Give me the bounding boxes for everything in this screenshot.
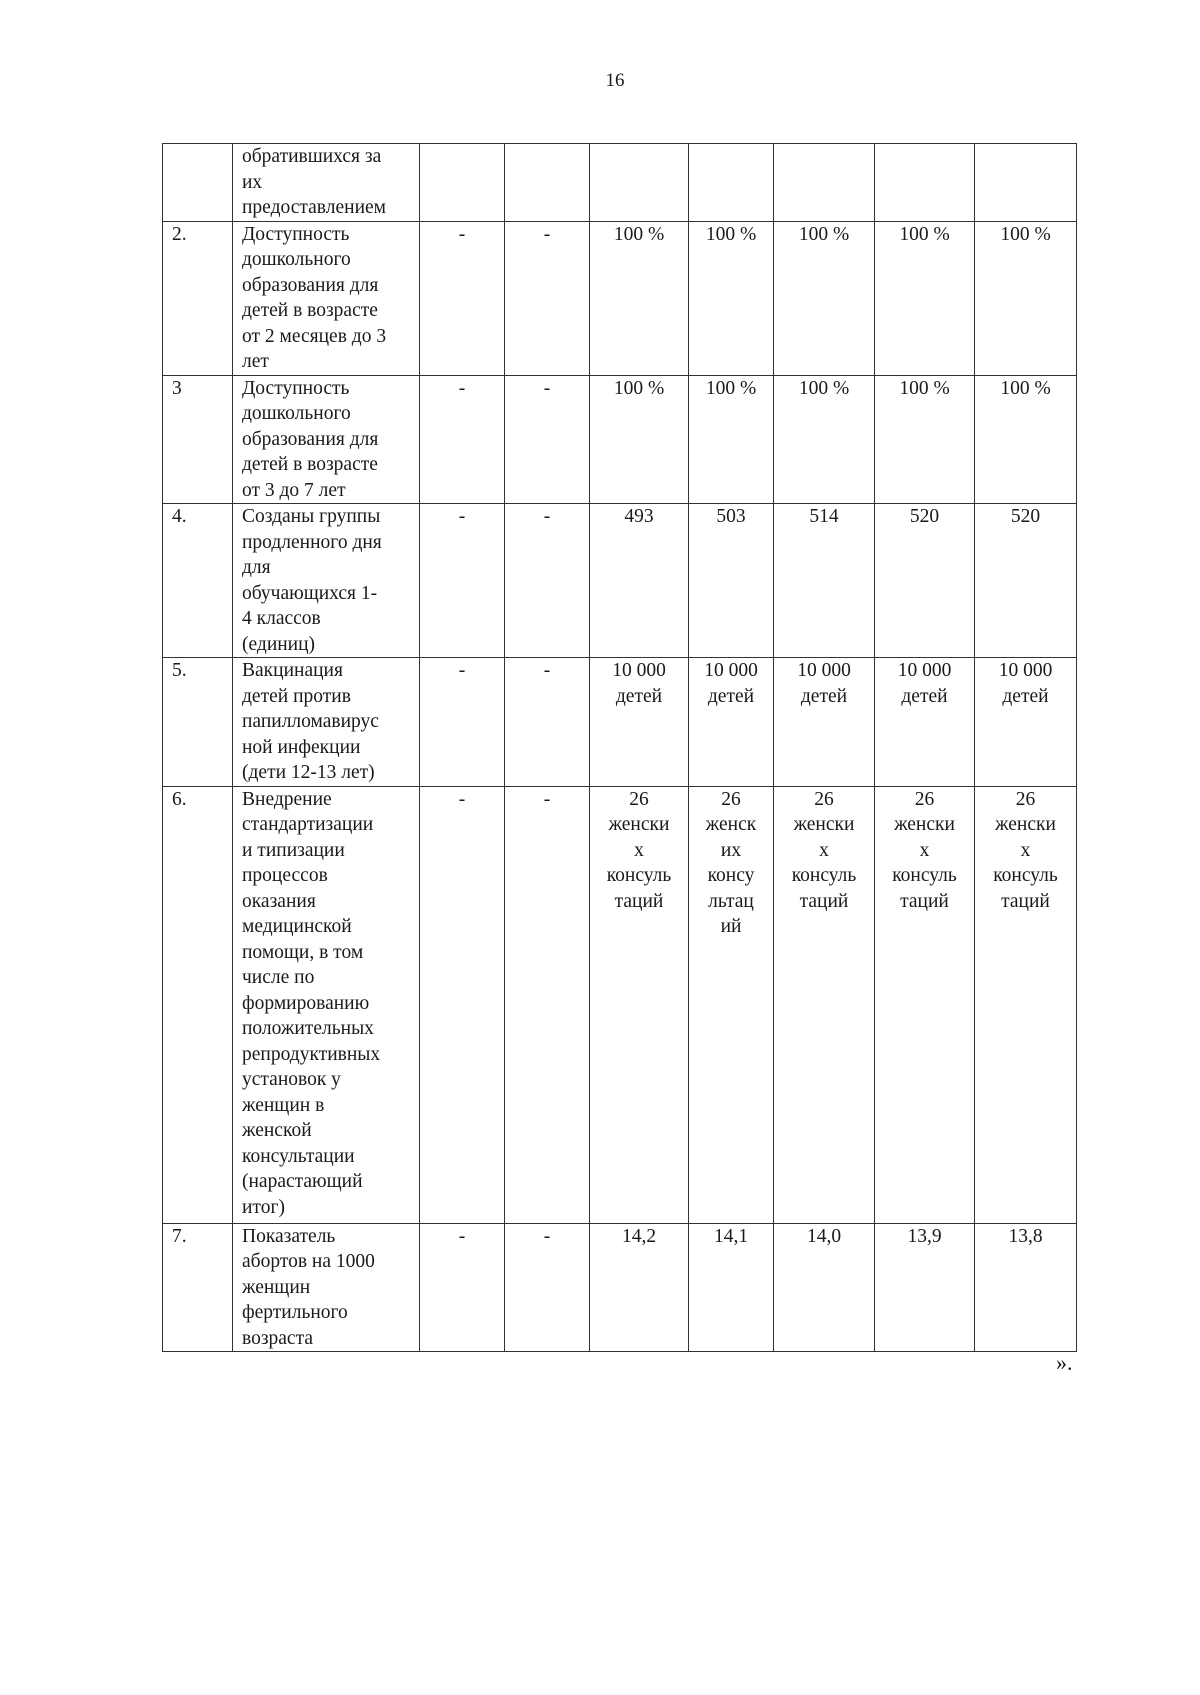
row-number: 5. (163, 658, 233, 787)
cell-value: 493 (590, 504, 689, 658)
closing-quote-mark: ». (1056, 1350, 1073, 1375)
cell-value: 100 % (975, 375, 1077, 504)
row-number: 6. (163, 786, 233, 1223)
indicator-description: Внедрение стандартизации и типизации процессов оказания медицинской помощи, в том числе по формированию положительных репродуктивных установок у женщин в женской консультации (нарастающий итог) (233, 786, 420, 1223)
cell-col2: - (505, 1223, 590, 1352)
cell-col1 (420, 144, 505, 222)
cell-col1: - (420, 786, 505, 1223)
cell-value: 14,1 (689, 1223, 774, 1352)
cell-col2: - (505, 658, 590, 787)
cell-value: 100 % (875, 375, 975, 504)
indicator-description: Доступность дошкольного образования для детей в возрасте от 2 месяцев до 3 лет (233, 221, 420, 375)
cell-value: 100 % (590, 221, 689, 375)
row-number: 2. (163, 221, 233, 375)
cell-col2: - (505, 786, 590, 1223)
page-number: 16 (605, 70, 625, 91)
row-number: 7. (163, 1223, 233, 1352)
cell-col1: - (420, 221, 505, 375)
row-number (163, 144, 233, 222)
cell-value: 26 женск их консу льтац ий (689, 786, 774, 1223)
table-row (163, 786, 1077, 1223)
cell-value: 100 % (590, 375, 689, 504)
indicator-description: обратившихся за их предоставлением (233, 144, 420, 222)
cell-value: 10 000 детей (590, 658, 689, 787)
table-row (163, 221, 1077, 375)
cell-col2: - (505, 221, 590, 375)
cell-value (975, 144, 1077, 222)
cell-value: 520 (975, 504, 1077, 658)
cell-value: 100 % (975, 221, 1077, 375)
indicator-description: Созданы группы продленного дня для обучающихся 1- 4 классов (единиц) (233, 504, 420, 658)
cell-value: 503 (689, 504, 774, 658)
table-row (163, 144, 1077, 222)
cell-col2 (505, 144, 590, 222)
cell-value: 10 000 детей (875, 658, 975, 787)
table-row (163, 658, 1077, 787)
cell-col2: - (505, 504, 590, 658)
cell-value (875, 144, 975, 222)
cell-value: 100 % (875, 221, 975, 375)
row-number: 4. (163, 504, 233, 658)
cell-value: 100 % (689, 221, 774, 375)
cell-value: 100 % (689, 375, 774, 504)
cell-col1: - (420, 504, 505, 658)
cell-value: 100 % (774, 221, 875, 375)
cell-value: 10 000 детей (975, 658, 1077, 787)
cell-value: 26 женски х консуль таций (774, 786, 875, 1223)
cell-value: 100 % (774, 375, 875, 504)
cell-value: 14,0 (774, 1223, 875, 1352)
table-row (163, 504, 1077, 658)
cell-value: 10 000 детей (774, 658, 875, 787)
cell-value (774, 144, 875, 222)
cell-value: 14,2 (590, 1223, 689, 1352)
cell-col1: - (420, 658, 505, 787)
cell-value: 520 (875, 504, 975, 658)
indicator-description: Вакцинация детей против папилломавирус ной инфекции (дети 12-13 лет) (233, 658, 420, 787)
cell-value (590, 144, 689, 222)
cell-col2: - (505, 375, 590, 504)
cell-col1: - (420, 375, 505, 504)
cell-value: 26 женски х консуль таций (590, 786, 689, 1223)
cell-col1: - (420, 1223, 505, 1352)
cell-value: 13,9 (875, 1223, 975, 1352)
table-row (163, 375, 1077, 504)
table-row (163, 1223, 1077, 1352)
cell-value: 26 женски х консуль таций (975, 786, 1077, 1223)
cell-value (689, 144, 774, 222)
cell-value: 13,8 (975, 1223, 1077, 1352)
cell-value: 514 (774, 504, 875, 658)
row-number: 3 (163, 375, 233, 504)
indicator-description: Показатель абортов на 1000 женщин фертильного возраста (233, 1223, 420, 1352)
cell-value: 26 женски х консуль таций (875, 786, 975, 1223)
indicators-table (162, 143, 1077, 1352)
cell-value: 10 000 детей (689, 658, 774, 787)
indicator-description: Доступность дошкольного образования для детей в возрасте от 3 до 7 лет (233, 375, 420, 504)
